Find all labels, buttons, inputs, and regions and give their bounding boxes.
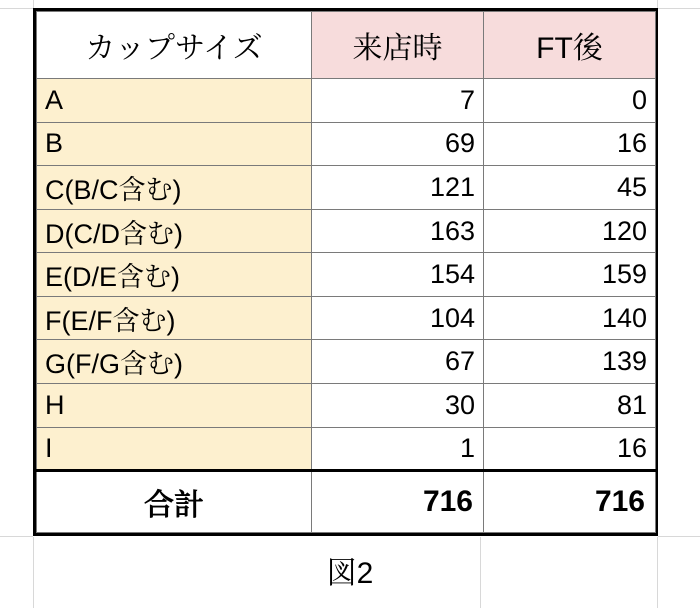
- row-label: I: [37, 427, 312, 471]
- column-header-after-ft: FT後: [484, 12, 656, 79]
- row-value-visit: 163: [312, 209, 484, 253]
- row-label: D(C/D含む): [37, 209, 312, 253]
- table-row: [37, 166, 656, 210]
- row-value-visit: 7: [312, 79, 484, 123]
- row-value-after: 45: [484, 166, 656, 210]
- table-row: [37, 79, 656, 123]
- row-value-after: 16: [484, 427, 656, 471]
- column-header-cup-size: カップサイズ: [37, 12, 312, 79]
- row-label: B: [37, 122, 312, 166]
- row-value-visit: 154: [312, 253, 484, 297]
- table-row: [37, 253, 656, 297]
- table-row: [37, 296, 656, 340]
- total-value-visit: 716: [312, 471, 484, 533]
- row-value-after: 140: [484, 296, 656, 340]
- column-header-visit: 来店時: [312, 12, 484, 79]
- table-header-row: [37, 12, 656, 79]
- row-label: G(F/G含む): [37, 340, 312, 384]
- cup-size-table-container: [33, 8, 658, 536]
- row-value-after: 16: [484, 122, 656, 166]
- row-value-visit: 67: [312, 340, 484, 384]
- row-value-after: 0: [484, 79, 656, 123]
- table-total-row: [37, 471, 656, 533]
- table-row: [37, 122, 656, 166]
- total-label: 合計: [37, 471, 312, 533]
- row-label: A: [37, 79, 312, 123]
- row-value-visit: 69: [312, 122, 484, 166]
- guide-mark-right-upper: [658, 8, 700, 9]
- row-value-visit: 104: [312, 296, 484, 340]
- table-row: [37, 384, 656, 428]
- row-value-visit: 30: [312, 384, 484, 428]
- cup-size-table: [36, 11, 656, 533]
- row-value-visit: 121: [312, 166, 484, 210]
- guide-mark-right-lower: [658, 536, 700, 537]
- table-row: [37, 340, 656, 384]
- table-row: [37, 209, 656, 253]
- row-label: C(B/C含む): [37, 166, 312, 210]
- row-value-after: 81: [484, 384, 656, 428]
- row-label: F(E/F含む): [37, 296, 312, 340]
- guide-mark-left-upper: [0, 8, 33, 9]
- row-label: E(D/E含む): [37, 253, 312, 297]
- table-row: [37, 427, 656, 471]
- row-value-after: 159: [484, 253, 656, 297]
- guide-mark-top-left: [33, 0, 34, 8]
- row-value-after: 120: [484, 209, 656, 253]
- row-value-visit: 1: [312, 427, 484, 471]
- guide-mark-top-right: [657, 0, 658, 8]
- total-value-after: 716: [484, 471, 656, 533]
- row-value-after: 139: [484, 340, 656, 384]
- guide-mark-left-lower: [0, 536, 33, 537]
- figure-caption: 図2: [326, 557, 374, 590]
- row-label: H: [37, 384, 312, 428]
